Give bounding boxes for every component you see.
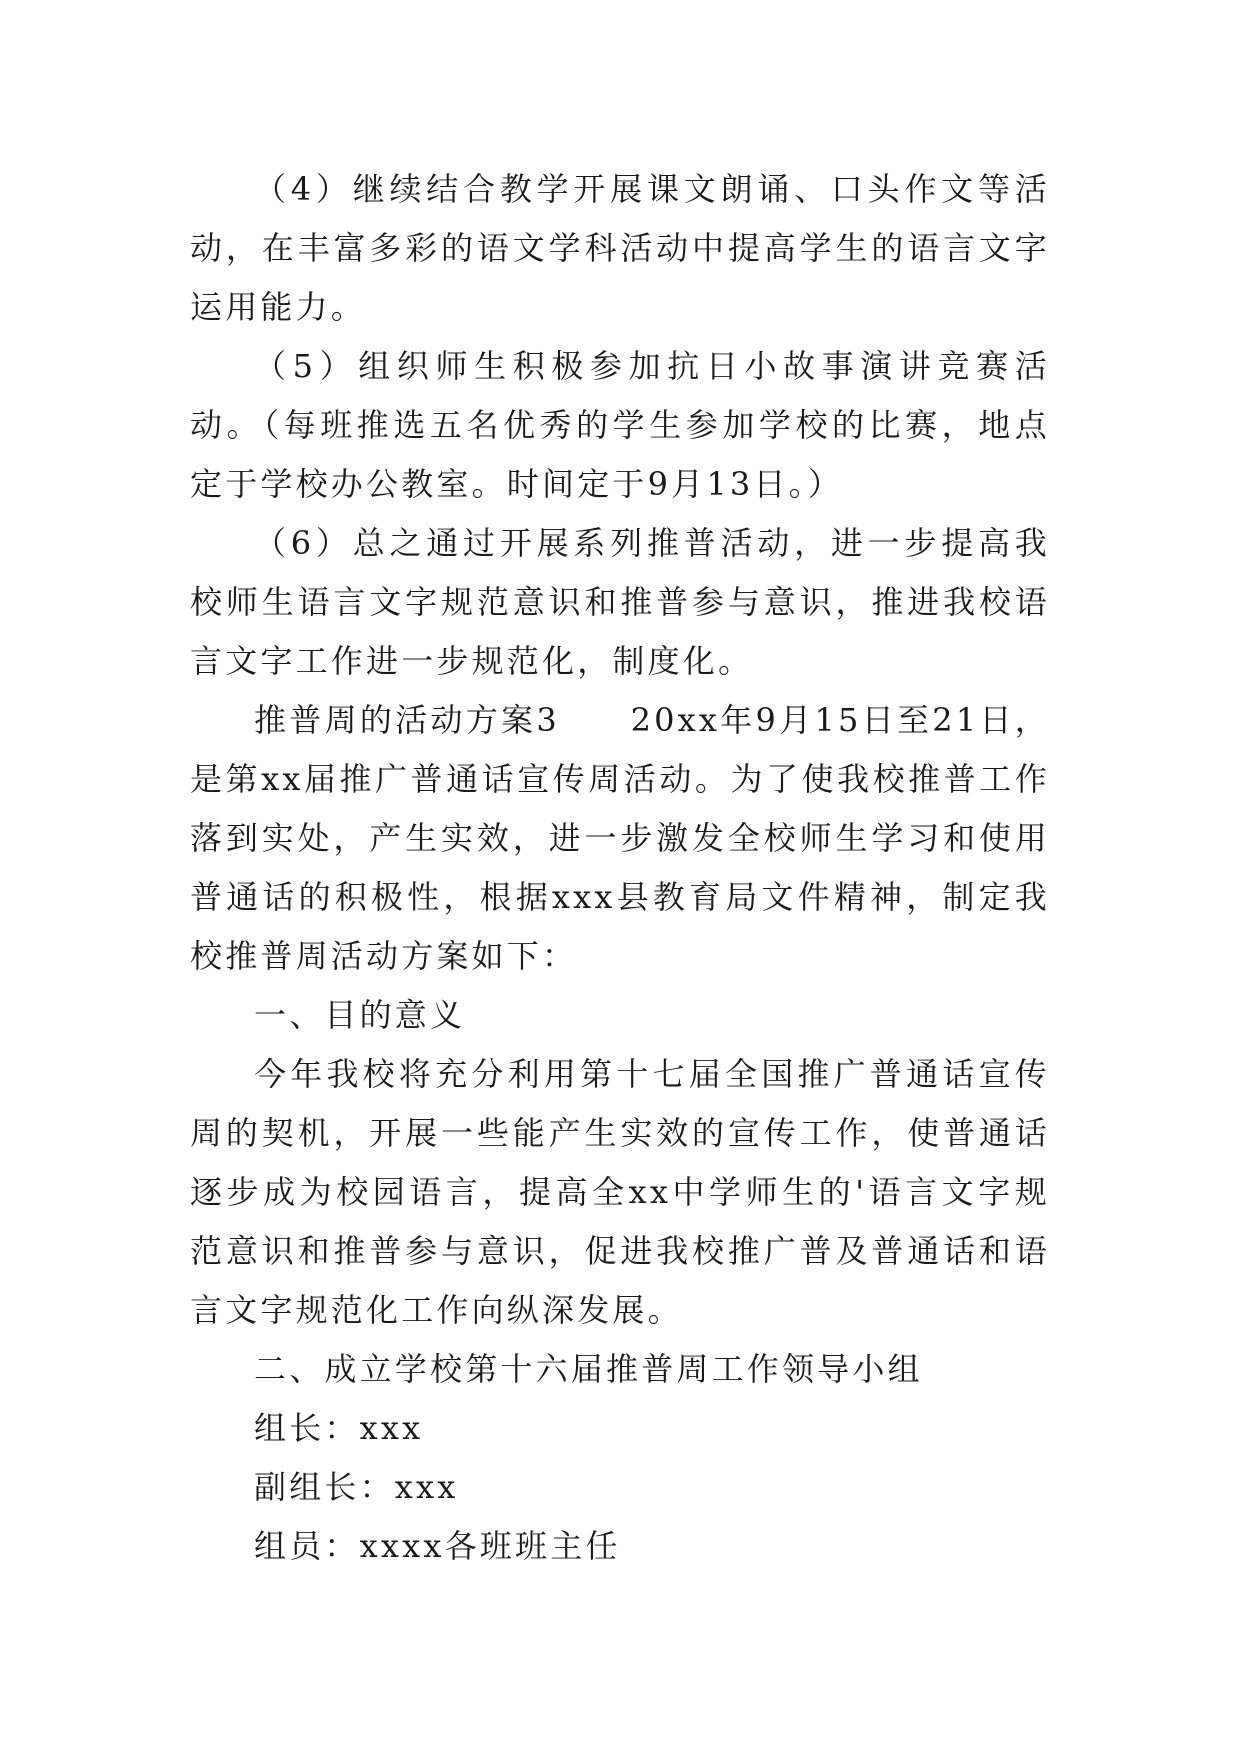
section-heading-purpose: 一、目的意义 <box>254 996 466 1034</box>
paragraph-plan-3-intro: 推普周的活动方案3 20xx年9月15日至21日，是第xx届推广普通话宣传周活动。为了使我校推普工作落到实处，产生实效，进一步激发全校师生学习和使用普通话的积极性，根据xxx县教育局文件精神，制定我校推普周活动方案如下： <box>190 701 1050 975</box>
members-line: 组员：xxxx各班班主任 <box>254 1527 621 1565</box>
document-page <box>190 160 1050 1576</box>
paragraph-item-4: （4）继续结合教学开展课文朗诵、口头作文等活动，在丰富多彩的语文学科活动中提高学生的语言文字运用能力。 <box>190 170 1050 326</box>
deputy-leader-line: 副组长：xxx <box>254 1468 459 1506</box>
paragraph-item-6: （6）总之通过开展系列推普活动，进一步提高我校师生语言文字规范意识和推普参与意识，推进我校语言文字工作进一步规范化，制度化。 <box>190 524 1050 680</box>
leader-line: 组长：xxx <box>254 1409 424 1447</box>
paragraph-item-5: （5）组织师生积极参加抗日小故事演讲竞赛活动。（每班推选五名优秀的学生参加学校的比赛，地点定于学校办公教室。时间定于9月13日。） <box>190 347 1050 503</box>
section-heading-leadership: 二、成立学校第十六届推普周工作领导小组 <box>254 1350 923 1388</box>
paragraph-purpose: 今年我校将充分利用第十七届全国推广普通话宣传周的契机，开展一些能产生实效的宣传工作，使普通话逐步成为校园语言，提高全xx中学师生的'语言文字规范意识和推普参与意识，促进我校推广普及普通话和语言文字规范化工作向纵深发展。 <box>190 1055 1050 1329</box>
